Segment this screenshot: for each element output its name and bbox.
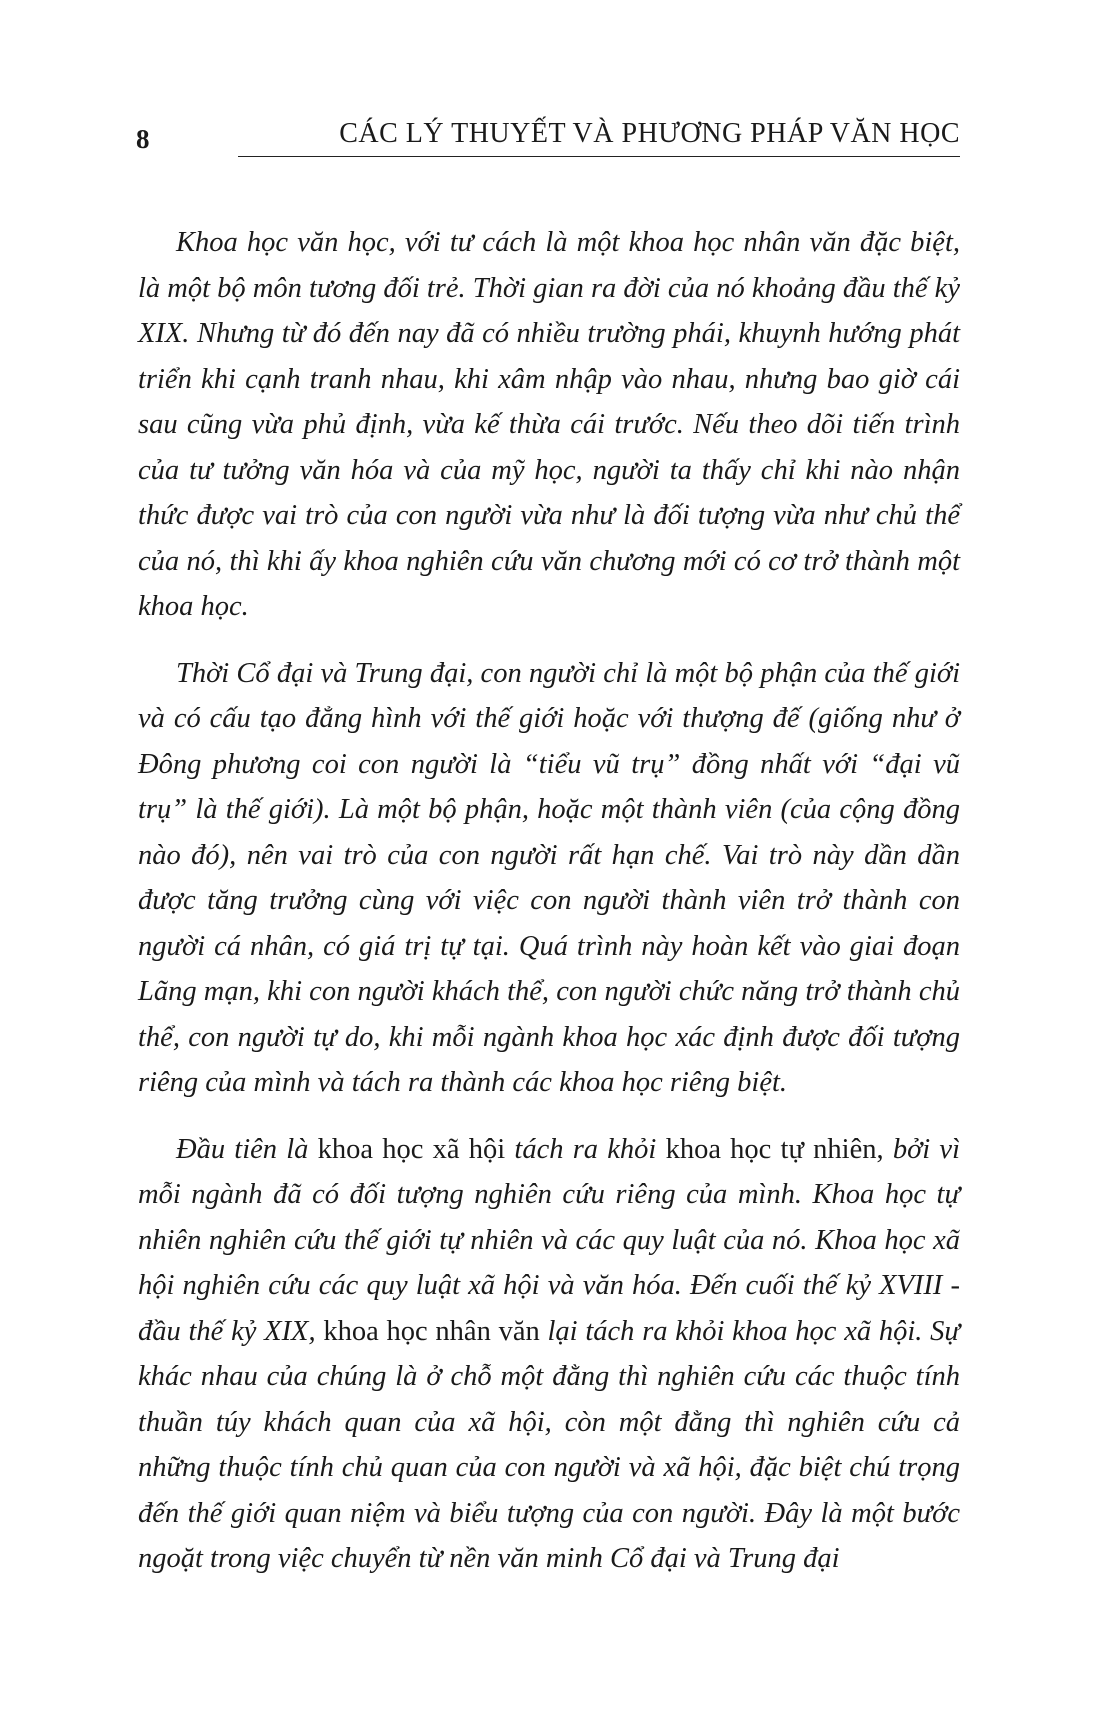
paragraph-3-segment-1: Đầu tiên là [176,1133,309,1165]
paragraph-3-segment-3: tách ra khỏi [514,1133,657,1165]
term-humanities: khoa học nhân văn [315,1315,548,1347]
term-social-science: khoa học xã hội [308,1133,515,1165]
paragraph-1: Khoa học văn học, với tư cách là một khoa học nhân văn đặc biệt, là một bộ môn tương đối trẻ. Thời gian ra đời của nó khoảng đầu thế kỷ XIX. Nhưng từ đó đến nay đã có nhiều trường phái, khuynh hướng phát triển khi cạnh tranh nhau, khi xâm nhập vào nhau, nhưng bao giờ cái sau cũng vừa phủ định, vừa kế thừa cái trước. Nếu theo dõi tiến trình của tư tưởng văn hóa và của mỹ học, người ta thấy chỉ khi nào nhận thức được vai trò của con người vừa như là đối tượng vừa như chủ thể của nó, thì khi ấy khoa nghiên cứu văn chương mới có cơ trở thành một khoa học. [138,227,960,622]
term-natural-science: khoa học tự nhiên, [656,1133,893,1165]
paragraph-3-segment-5: bởi vì mỗi ngành đã có đối tượng nghiên cứu riêng của mình. Khoa học tự nhiên nghiên cứu thế giới tự nhiên và các quy luật của nó. Khoa học xã hội nghiên cứu các quy luật xã hội và văn hóa. Đến cuối thế kỷ XVIII - đầu thế kỷ XIX, [138,1133,960,1347]
paragraph-3 [138,1127,960,1582]
header-rule [238,156,960,157]
paragraph-2: Thời Cổ đại và Trung đại, con người chỉ là một bộ phận của thế giới và có cấu tạo đẳng hình với thế giới hoặc với thượng đế (giống như ở Đông phương coi con người là “tiểu vũ trụ” đồng nhất với “đại vũ trụ” là thế giới). Là một bộ phận, hoặc một thành viên (của cộng đồng nào đó), nên vai trò của con người rất hạn chế. Vai trò này dần dần được tăng trưởng cùng với việc con người thành viên trở thành con người cá nhân, có giá trị tự tại. Quá trình này hoàn kết vào giai đoạn Lãng mạn, khi con người khách thể, con người chức năng trở thành chủ thể, con người tự do, khi mỗi ngành khoa học xác định được đối tượng riêng của mình và tách ra thành các khoa học riêng biệt. [138,657,960,1098]
paragraph-3-segment-7: lại tách ra khỏi khoa học xã hội. Sự khác nhau của chúng là ở chỗ một đằng thì nghiên cứu các thuộc tính thuần túy khách quan của xã hội, còn một đằng thì nghiên cứu cả những thuộc tính chủ quan của con người và xã hội, đặc biệt chú trọng đến thế giới quan niệm và biểu tượng của con người. Đây là một bước ngoặt trong việc chuyển từ nền văn minh Cổ đại và Trung đại [138,1315,960,1574]
page-header [130,112,960,160]
running-title: CÁC LÝ THUYẾT VÀ PHƯƠNG PHÁP VĂN HỌC [339,118,960,149]
page-number: 8 [136,124,150,154]
body-text [138,220,960,1603]
